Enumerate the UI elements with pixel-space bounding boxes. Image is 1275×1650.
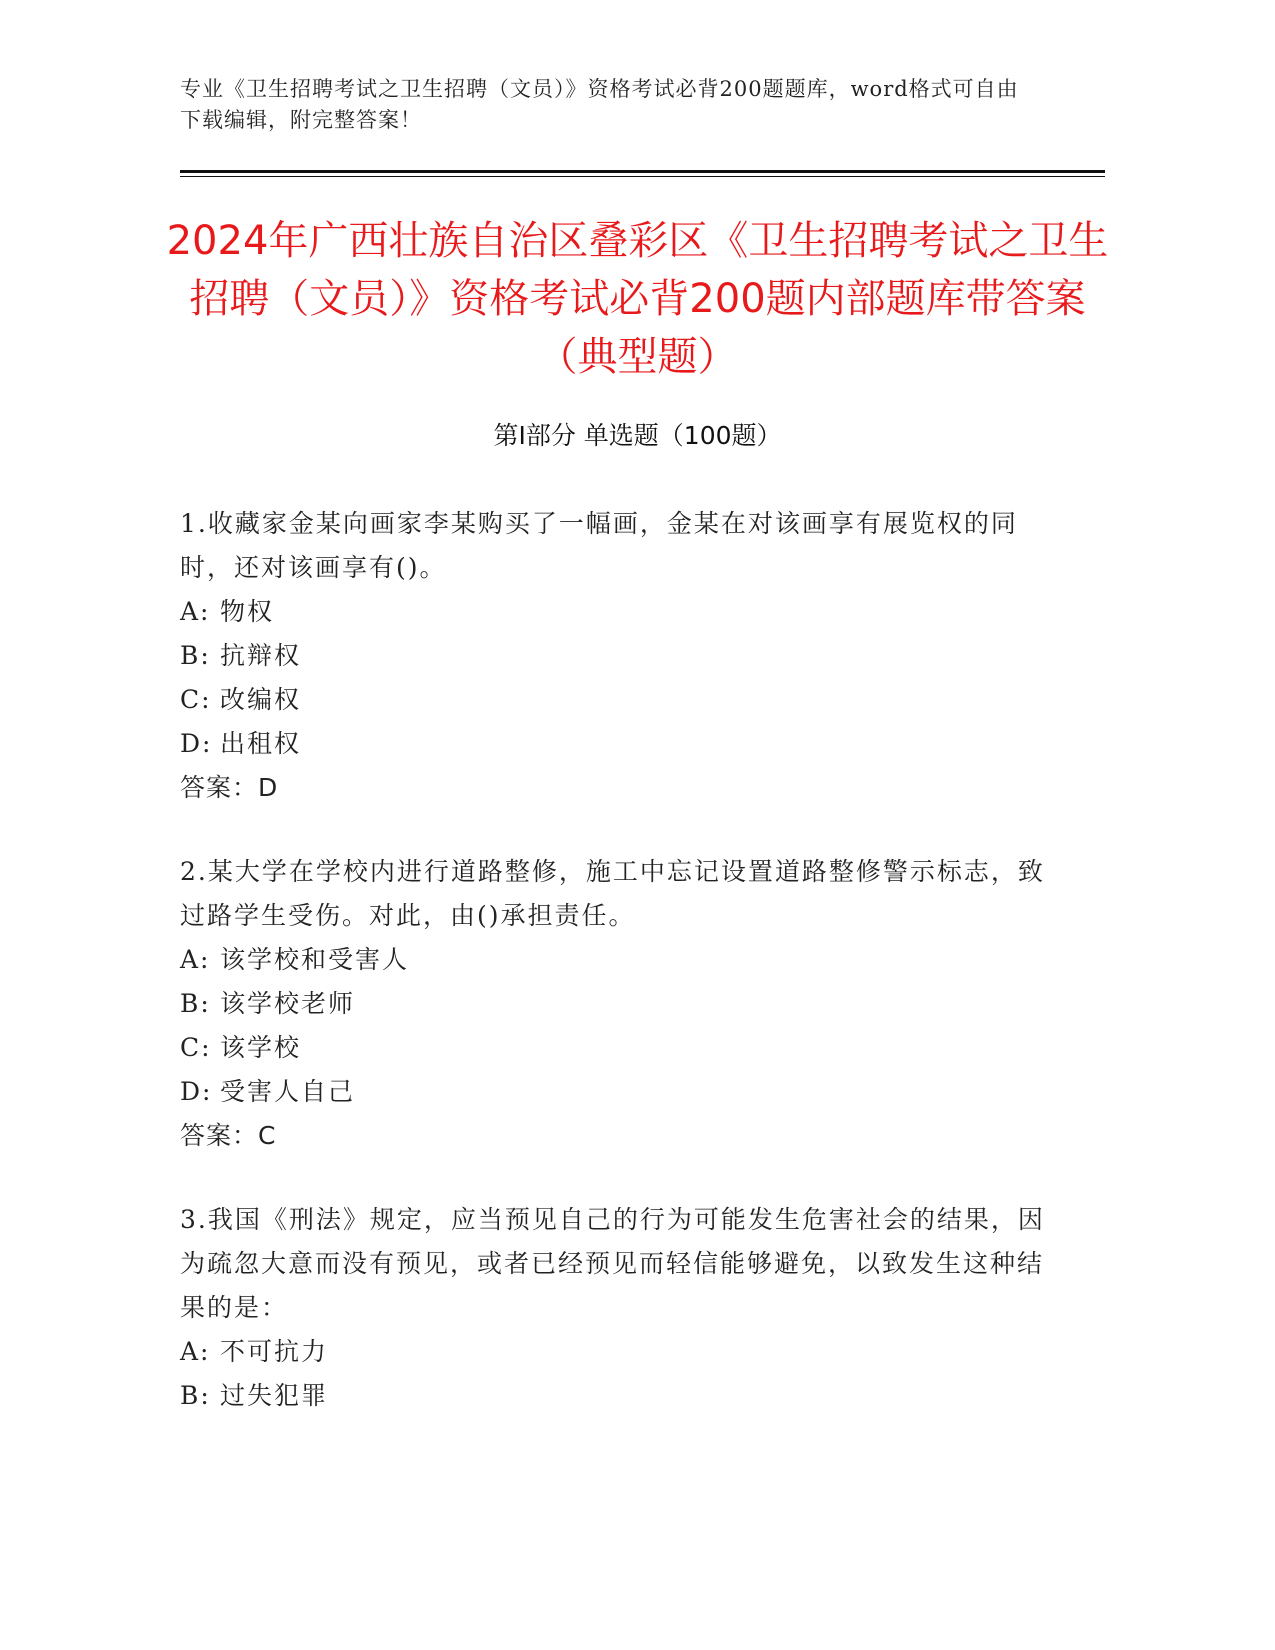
option-c bbox=[180, 678, 1050, 722]
option-text: 该学校老师 bbox=[220, 989, 356, 1018]
option-text: 该学校 bbox=[220, 1033, 302, 1062]
option-key: C: bbox=[180, 1033, 212, 1062]
question-text: 3.我国《刑法》规定，应当预见自己的行为可能发生危害社会的结果，因为疏忽大意而没有预见，或者已经预见而轻信能够避免，以致发生这种结果的是： bbox=[180, 1205, 1045, 1322]
option-text: 抗辩权 bbox=[220, 641, 302, 670]
option-key: A: bbox=[180, 1337, 211, 1366]
question-text: 1.收藏家金某向画家李某购买了一幅画，金某在对该画享有展览权的同时，还对该画享有()。 bbox=[180, 509, 1018, 582]
option-b bbox=[180, 982, 1050, 1026]
option-key: C: bbox=[180, 685, 212, 714]
option-text: 改编权 bbox=[220, 685, 302, 714]
option-text: 过失犯罪 bbox=[220, 1381, 329, 1410]
option-key: D: bbox=[180, 729, 213, 758]
option-a bbox=[180, 938, 1050, 982]
option-text: 物权 bbox=[220, 597, 275, 626]
option-key: B: bbox=[180, 1381, 211, 1410]
option-key: A: bbox=[180, 945, 211, 974]
header-divider-thick bbox=[180, 170, 1105, 173]
document-title: 2024年广西壮族自治区叠彩区《卫生招聘考试之卫生招聘（文员）》资格考试必背200题内部题库带答案（典型题） bbox=[166, 218, 1109, 380]
option-a bbox=[180, 590, 1050, 634]
question-2 bbox=[180, 850, 1050, 1158]
question-list bbox=[180, 502, 1050, 1458]
option-b bbox=[180, 634, 1050, 678]
section-title: 第I部分 单选题（100题） bbox=[493, 421, 782, 450]
option-key: B: bbox=[180, 641, 211, 670]
question-1 bbox=[180, 502, 1050, 810]
option-b bbox=[180, 1374, 1050, 1418]
question-3 bbox=[180, 1198, 1050, 1418]
option-text: 该学校和受害人 bbox=[220, 945, 410, 974]
option-text: 受害人自己 bbox=[220, 1077, 356, 1106]
option-text: 出租权 bbox=[220, 729, 302, 758]
header-divider-thin bbox=[180, 176, 1105, 177]
option-d bbox=[180, 722, 1050, 766]
answer: 答案：D bbox=[180, 773, 279, 802]
option-c bbox=[180, 1026, 1050, 1070]
answer: 答案：C bbox=[180, 1121, 277, 1150]
option-key: B: bbox=[180, 989, 211, 1018]
option-key: A: bbox=[180, 597, 211, 626]
option-key: D: bbox=[180, 1077, 213, 1106]
option-text: 不可抗力 bbox=[220, 1337, 329, 1366]
question-text: 2.某大学在学校内进行道路整修，施工中忘记设置道路整修警示标志，致过路学生受伤。对此，由()承担责任。 bbox=[180, 857, 1045, 930]
header-note: 专业《卫生招聘考试之卫生招聘（文员）》资格考试必背200题题库，word格式可自由下载编辑，附完整答案！ bbox=[180, 77, 1019, 132]
option-a bbox=[180, 1330, 1050, 1374]
option-d bbox=[180, 1070, 1050, 1114]
